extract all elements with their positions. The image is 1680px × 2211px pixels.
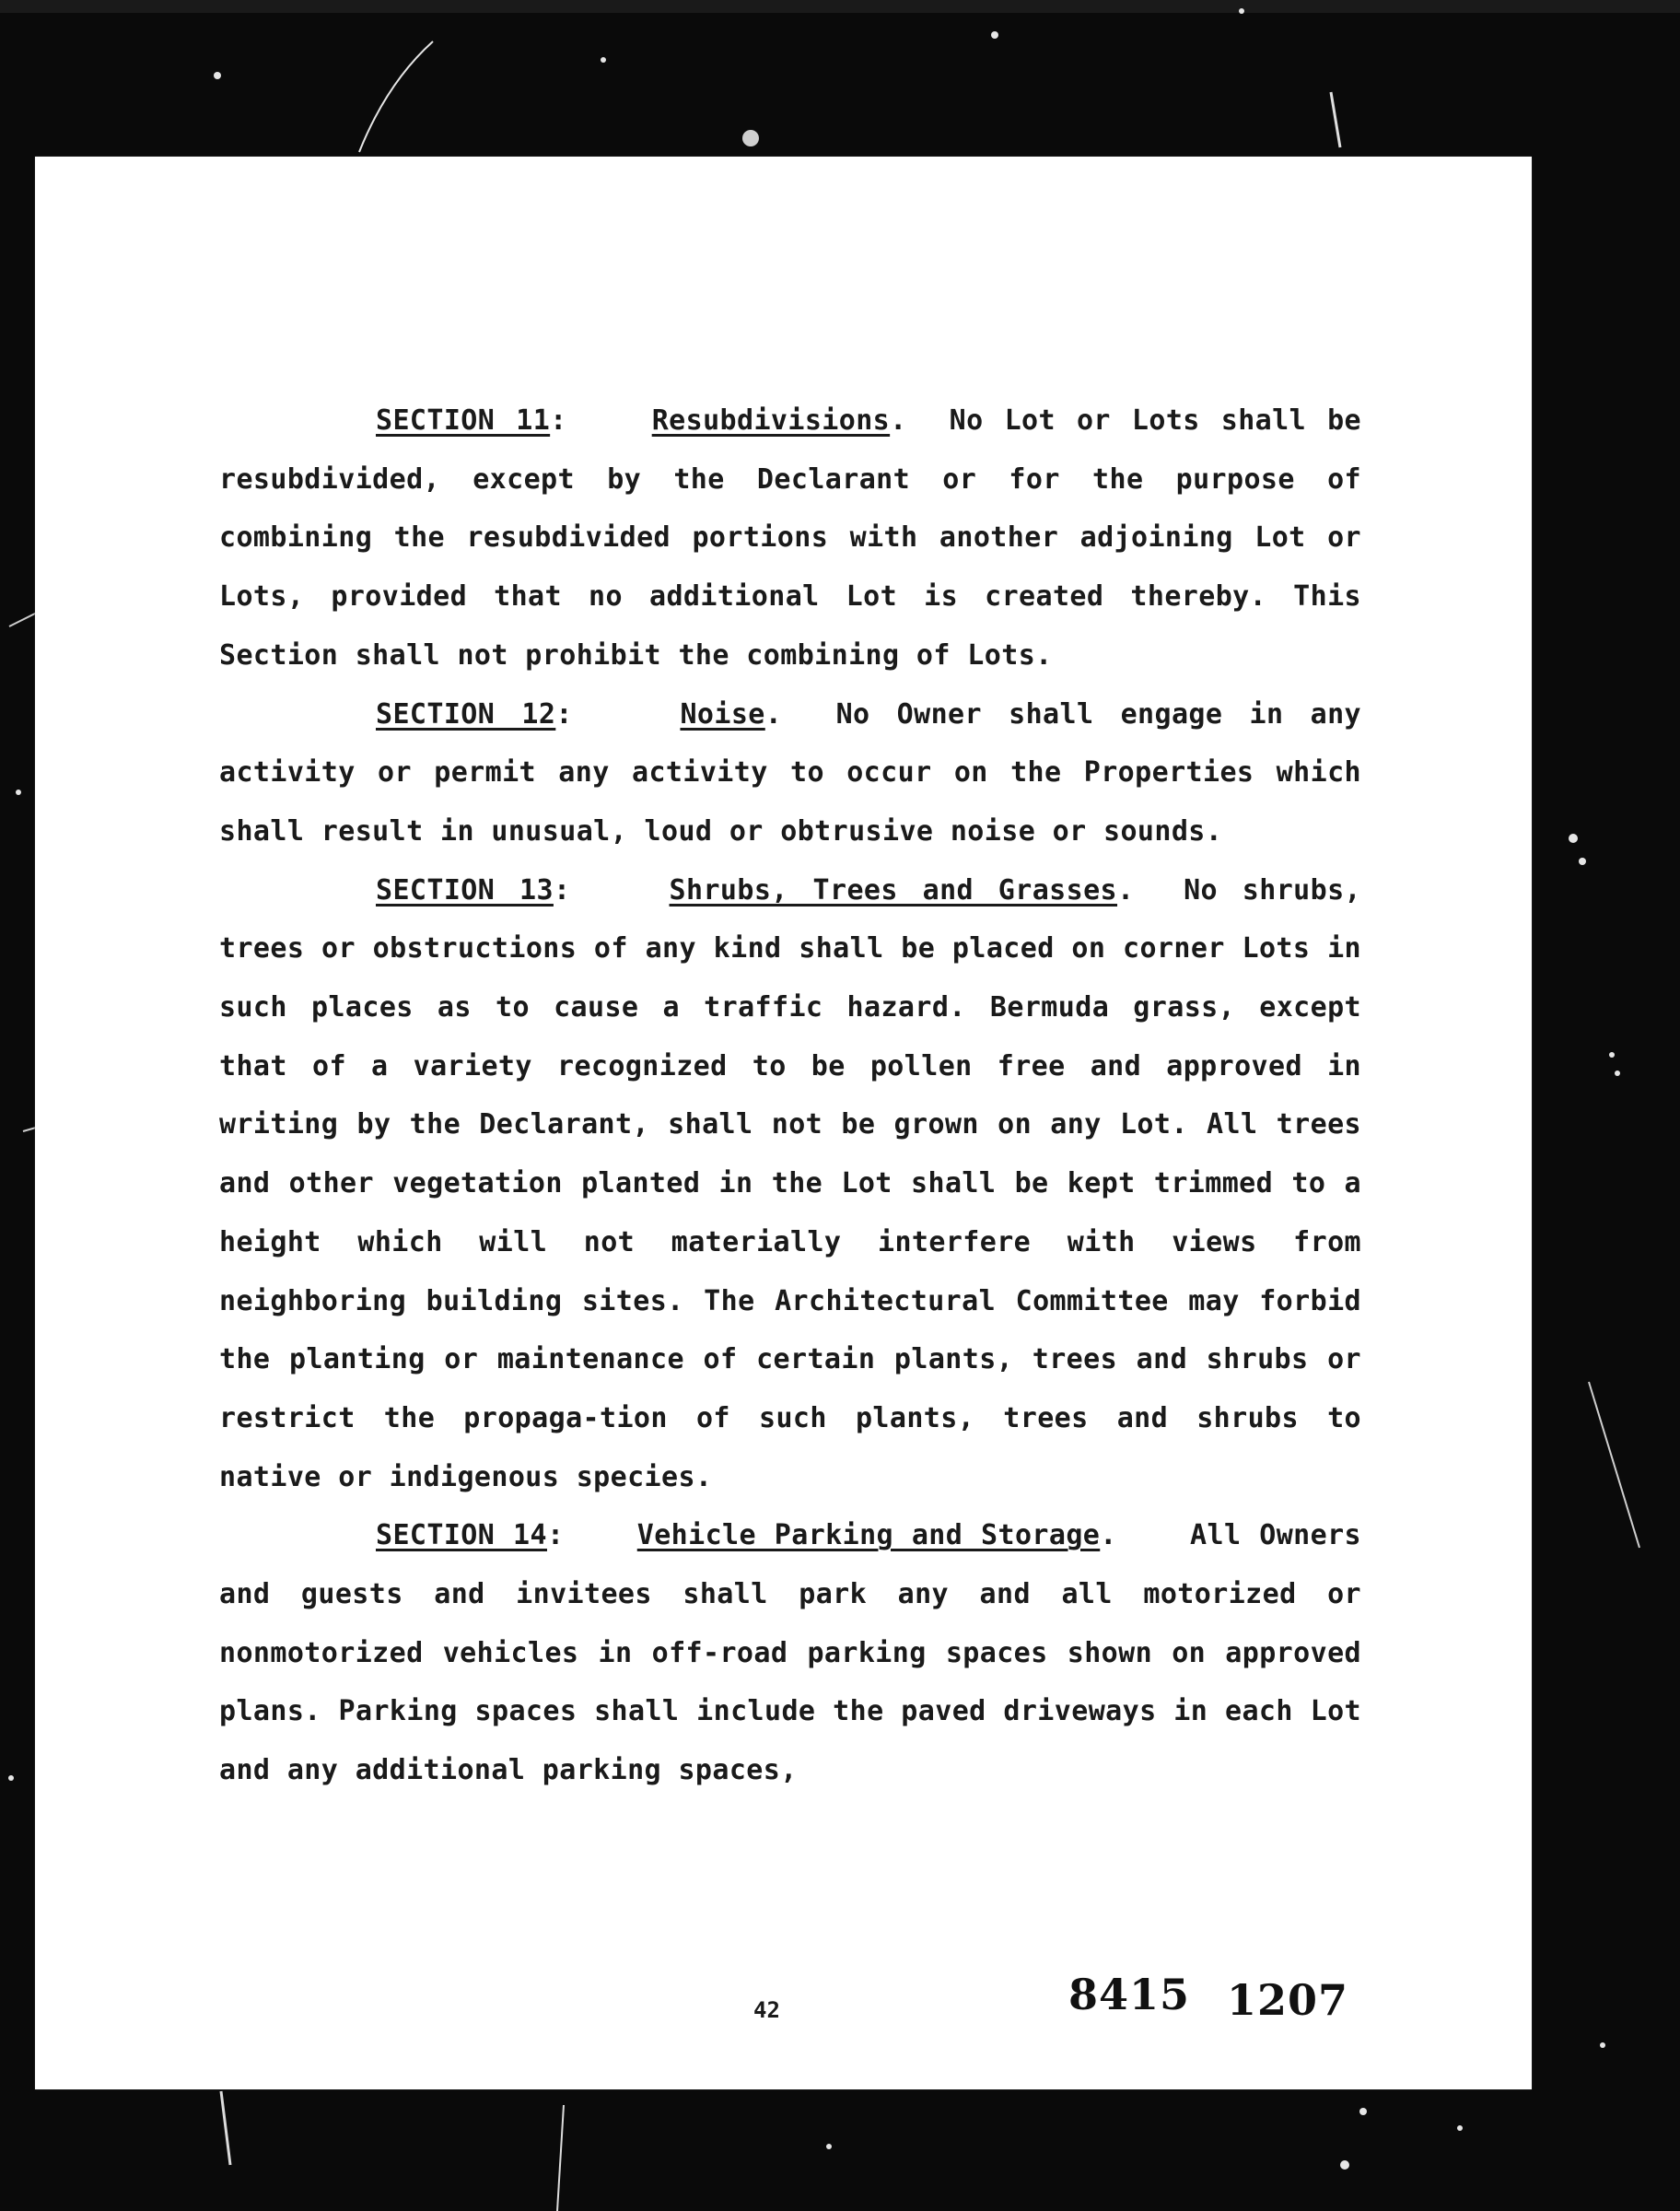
recording-stamp-page: 1207: [1227, 1975, 1349, 2025]
section-14-text: All Owners and guests and invitees shall park any and all motorized or nonmotorized vehicles in off-road parking spaces shown on approved plans. Parking spaces shall include the paved driveways in each Lot and any additional parking spaces,: [219, 1519, 1362, 1787]
section-13-text: No shrubs, trees or obstructions of any kind shall be placed on corner Lots in such places as to cause a traffic hazard. Bermuda grass, except that of a variety recognized to be pollen free and approved in writing by the Declarant, shall not be grown on any Lot. All trees and other vegetation planted in the Lot shall be kept trimmed to a height which will not materially interfere with views from neighboring building sites. The Architectural Committee may forbid the planting or maintenance of certain plants, trees and shrubs or restrict the propaga-tion of such plants, trees and shrubs to native or indigenous species.: [219, 873, 1361, 1493]
document-page: [35, 157, 1532, 2089]
document-body: [219, 392, 1361, 1800]
section-11-heading: SECTION 11: [376, 404, 551, 437]
section-14-heading: SECTION 14: [376, 1519, 547, 1552]
section-14-title: Vehicle Parking and Storage: [636, 1519, 1101, 1552]
section-13-heading: SECTION 13: [376, 873, 554, 907]
recording-stamp-book: 8415: [1068, 1970, 1191, 2019]
page-number: 42: [753, 1997, 780, 2023]
section-11-paragraph: SECTION 11: Resubdivisions. No Lot or Lots shall be resubdivided, except by the Declarant or for the purpose of combining the resubdivided portions with another adjoining Lot or Lots, provided that no additional Lot is created thereby. This Section shall not prohibit the combining of Lots.: [219, 404, 1361, 672]
section-14-paragraph: SECTION 14: Vehicle Parking and Storage. All Owners and guests and invitees shall park any and all motorized or nonmotorized vehicles in off-road parking spaces shown on approved plans. Parking spaces shall include the paved driveways in each Lot and any additional parking spaces,: [219, 1519, 1362, 1787]
section-12-title: Noise: [680, 697, 765, 731]
section-13-paragraph: SECTION 13: Shrubs, Trees and Grasses. No shrubs, trees or obstructions of any kind shall be placed on corner Lots in such places as to cause a traffic hazard. Bermuda grass, except that of a variety recognized to be pollen free and approved in writing by the Declarant, shall not be grown on any Lot. All trees and other vegetation planted in the Lot shall be kept trimmed to a height which will not materially interfere with views from neighboring building sites. The Architectural Committee may forbid the planting or maintenance of certain plants, trees and shrubs or restrict the propaga-tion of such plants, trees and shrubs to native or indigenous species.: [219, 873, 1361, 1493]
section-11-text: No Lot or Lots shall be resubdivided, except by the Declarant or for the purpose of combining the resubdivided portions with another adjoining Lot or Lots, provided that no additional Lot is created thereby. This Section shall not prohibit the combining of Lots.: [219, 404, 1361, 672]
section-12-paragraph: SECTION 12: Noise. No Owner shall engage in any activity or permit any activity to occur on the Properties which shall result in unusual, loud or obtrusive noise or sounds.: [219, 697, 1361, 848]
section-11-title: Resubdivisions: [651, 404, 891, 437]
section-13-title: Shrubs, Trees and Grasses: [669, 873, 1118, 907]
section-12-text: No Owner shall engage in any activity or permit any activity to occur on the Properties which shall result in unusual, loud or obtrusive noise or sounds.: [219, 697, 1361, 848]
section-12-heading: SECTION 12: [376, 697, 556, 731]
